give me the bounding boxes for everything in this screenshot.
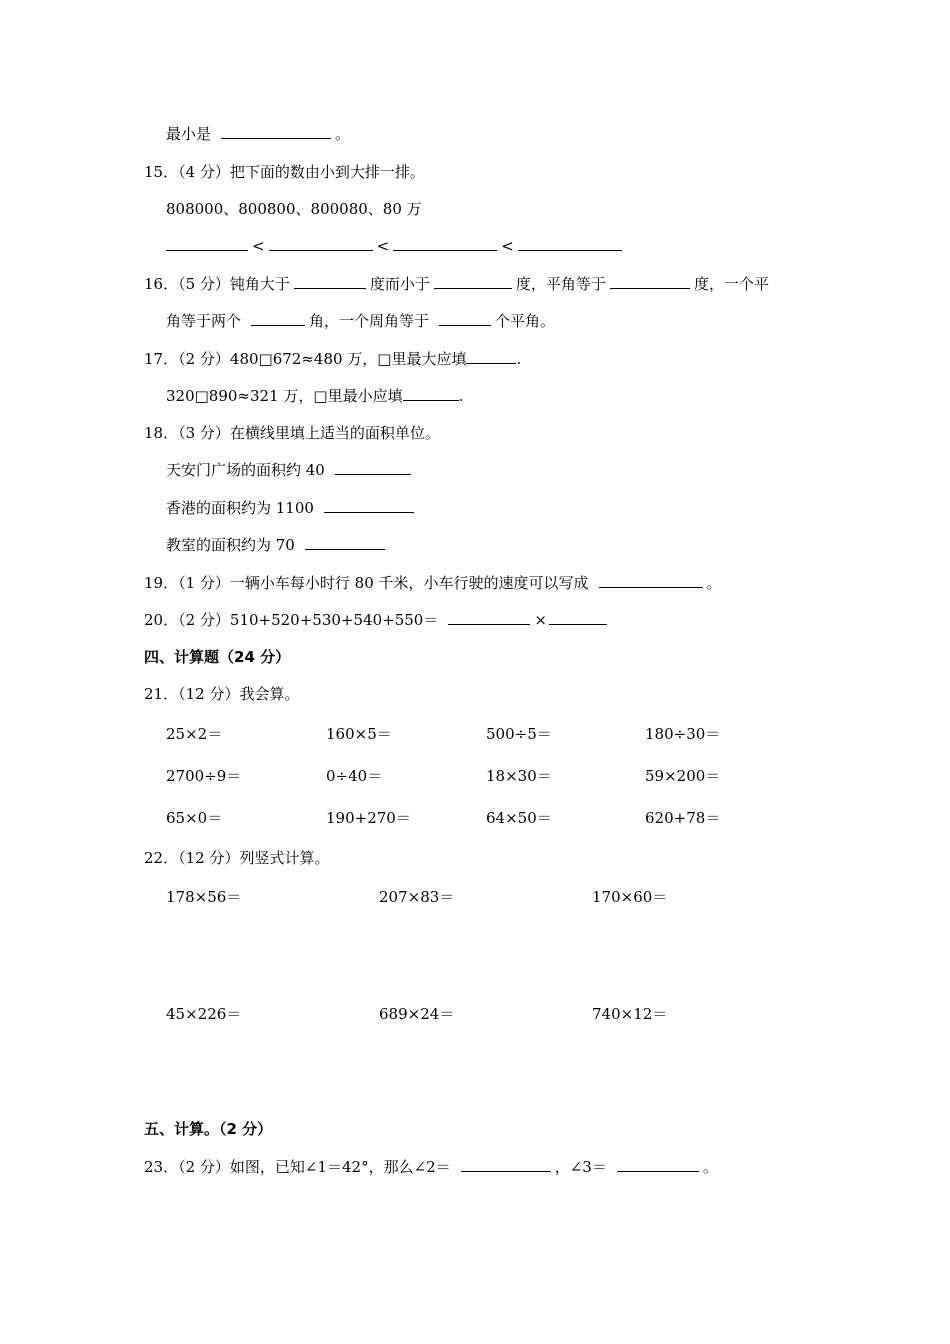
answer-blank[interactable] bbox=[294, 274, 366, 289]
answer-blank[interactable] bbox=[518, 236, 622, 251]
q21-item: 59×200＝ bbox=[645, 767, 721, 785]
answer-blank[interactable] bbox=[439, 311, 491, 326]
q18-a: 天安门广场的面积约 40 bbox=[166, 460, 415, 480]
q20: 20．（2 分）510+520+530+540+550＝ × bbox=[144, 610, 611, 630]
answer-blank[interactable] bbox=[434, 274, 512, 289]
q21-item: 160×5＝ bbox=[326, 725, 392, 743]
q14-tail: 最小是 。 bbox=[166, 125, 351, 143]
q18-stem: 18．（3 分）在横线里填上适当的面积单位。 bbox=[144, 424, 440, 442]
q22-item: 740×12＝ bbox=[592, 1005, 668, 1023]
q15-stem: 15．（4 分）把下面的数由小到大排一排。 bbox=[144, 163, 425, 181]
answer-blank[interactable] bbox=[324, 498, 414, 513]
answer-blank[interactable] bbox=[335, 460, 411, 475]
q23: 23．（2 分）如图，已知∠1＝42°，那么∠2＝ ，∠3＝ 。 bbox=[144, 1158, 718, 1176]
section-4-title: 四、计算题（24 分） bbox=[144, 648, 291, 666]
q21-item: 65×0＝ bbox=[166, 809, 223, 827]
q21-item: 180÷30＝ bbox=[645, 725, 721, 743]
q22-item: 689×24＝ bbox=[379, 1005, 455, 1023]
q15-numbers: 808000、800800、800080、80 万 bbox=[166, 200, 422, 218]
answer-blank[interactable] bbox=[403, 386, 459, 401]
answer-blank[interactable] bbox=[221, 124, 331, 139]
answer-blank[interactable] bbox=[599, 573, 703, 588]
q21-item: 0÷40＝ bbox=[326, 767, 383, 785]
q15-answer-row: < < < bbox=[166, 236, 626, 256]
q22-item: 178×56＝ bbox=[166, 888, 242, 906]
section-5-title: 五、计算。（2 分） bbox=[144, 1120, 273, 1138]
answer-blank[interactable] bbox=[251, 311, 305, 326]
q21-item: 500÷5＝ bbox=[486, 725, 552, 743]
answer-blank[interactable] bbox=[461, 1157, 551, 1172]
answer-blank[interactable] bbox=[610, 274, 690, 289]
answer-blank[interactable] bbox=[549, 610, 607, 625]
answer-blank[interactable] bbox=[166, 236, 248, 251]
answer-blank[interactable] bbox=[448, 610, 530, 625]
q18-c: 教室的面积约为 70 bbox=[166, 535, 389, 555]
q22-item: 207×83＝ bbox=[379, 888, 455, 906]
q21-item: 2700÷9＝ bbox=[166, 767, 242, 785]
q17-line2: 320□890≈321 万，□里最小应填 . bbox=[166, 387, 464, 405]
q21-item: 620+78＝ bbox=[645, 809, 721, 827]
q19: 19．（1 分）一辆小车每小时行 80 千米，小车行驶的速度可以写成 。 bbox=[144, 574, 722, 592]
answer-blank[interactable] bbox=[466, 349, 516, 364]
q16-line2: 角等于两个 角，一个周角等于 个平角。 bbox=[166, 312, 556, 330]
answer-blank[interactable] bbox=[305, 535, 385, 550]
q21-item: 18×30＝ bbox=[486, 767, 552, 785]
answer-blank[interactable] bbox=[393, 236, 497, 251]
answer-blank[interactable] bbox=[269, 236, 373, 251]
q21-stem: 21．（12 分）我会算。 bbox=[144, 685, 300, 703]
q21-item: 190+270＝ bbox=[326, 809, 411, 827]
q18-b: 香港的面积约为 1100 bbox=[166, 498, 418, 518]
q21-item: 25×2＝ bbox=[166, 725, 223, 743]
q21-item: 64×50＝ bbox=[486, 809, 552, 827]
q22-stem: 22．（12 分）列竖式计算。 bbox=[144, 849, 330, 867]
q22-item: 45×226＝ bbox=[166, 1005, 242, 1023]
q17-line1: 17．（2 分）480□672≈480 万，□里最大应填 . bbox=[144, 350, 522, 368]
q22-item: 170×60＝ bbox=[592, 888, 668, 906]
q16-line1: 16．（5 分）钝角大于 度而小于 度，平角等于 度，一个平 bbox=[144, 275, 769, 293]
answer-blank[interactable] bbox=[617, 1157, 699, 1172]
